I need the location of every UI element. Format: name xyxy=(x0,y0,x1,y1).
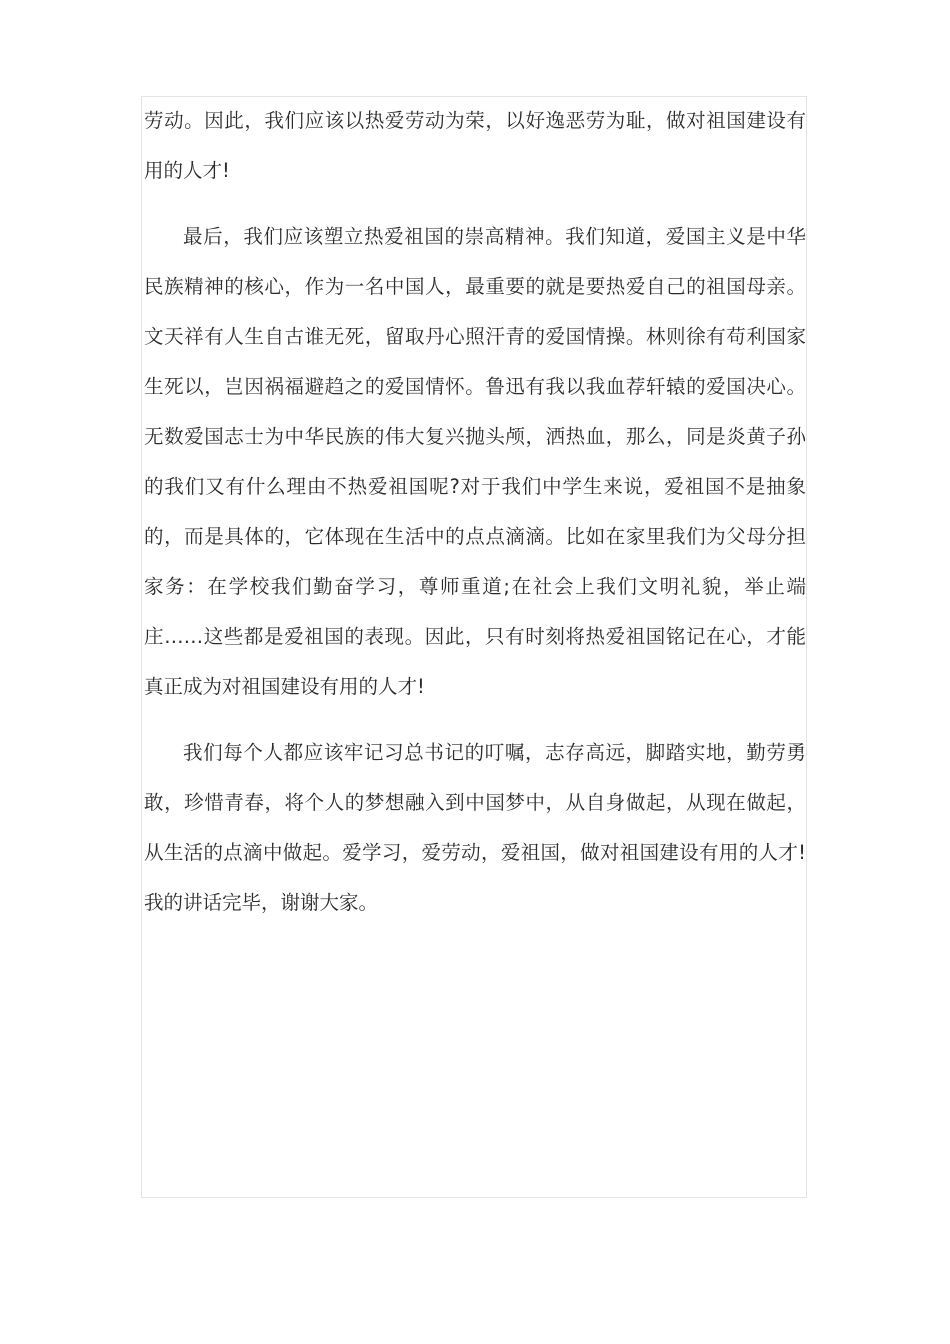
paragraph-closing-remarks: 我们每个人都应该牢记习总书记的叮嘱，志存高远，脚踏实地，勤劳勇敢，珍惜青春，将个人的梦想融入到中国梦中，从自身做起，从现在做起，从生活的点滴中做起。爱学习，爱劳动，爱祖国，做对祖国建设有用的人才!我的讲话完毕，谢谢大家。 xyxy=(144,741,806,914)
paragraph-labor-conclusion: 劳动。因此，我们应该以热爱劳动为荣，以好逸恶劳为耻，做对祖国建设有用的人才! xyxy=(144,109,806,182)
paragraph-patriotism: 最后，我们应该塑立热爱祖国的崇高精神。我们知道，爱国主义是中华民族精神的核心，作为一名中国人，最重要的就是要热爱自己的祖国母亲。文天祥有人生自古谁无死，留取丹心照汗青的爱国情操。林则徐有苟利国家生死以，岂因祸福避趋之的爱国情怀。鲁迅有我以我血荐轩辕的爱国决心。无数爱国志士为中华民族的伟大复兴抛头颅，洒热血，那么，同是炎黄子孙的我们又有什么理由不热爱祖国呢?对于我们中学生来说，爱祖国不是抽象的，而是具体的，它体现在生活中的点点滴滴。比如在家里我们为父母分担家务：在学校我们勤奋学习，尊师重道;在社会上我们文明礼貌，举止端庄……这些都是爱祖国的表现。因此，只有时刻将热爱祖国铭记在心，才能真正成为对祖国建设有用的人才! xyxy=(144,225,806,698)
speech-body xyxy=(144,96,806,944)
